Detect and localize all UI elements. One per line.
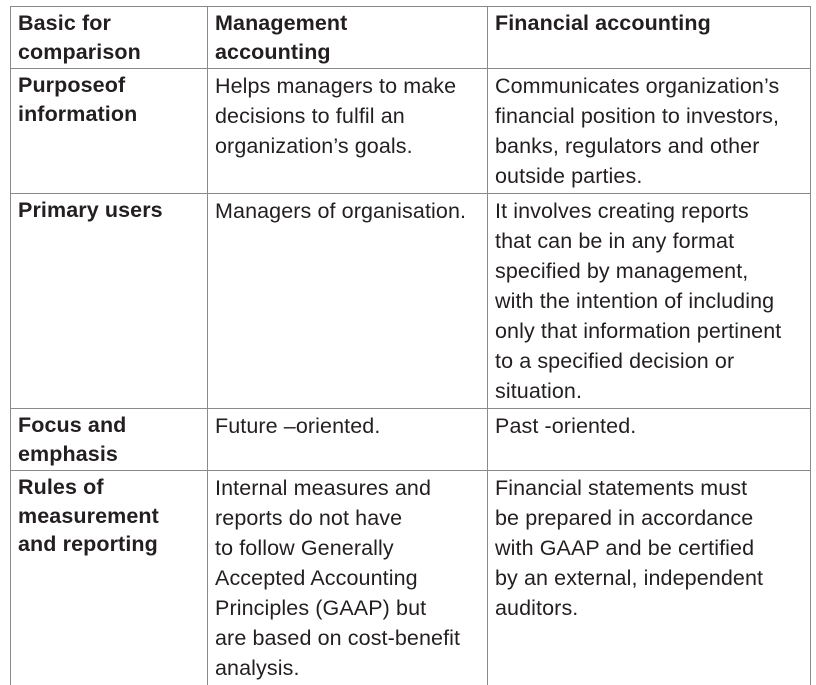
row-label-line: Purposeof [18, 71, 201, 100]
financial-cell [488, 409, 811, 471]
cell-line: situation. [495, 376, 804, 406]
cell-line: organization’s goals. [215, 131, 481, 161]
cell-line: that can be in any format [495, 226, 804, 256]
cell-line: be prepared in accordance [495, 503, 804, 533]
row-label-line: measurement [18, 502, 201, 531]
row-label [11, 409, 208, 471]
row-label-line: information [18, 100, 201, 129]
financial-cell [488, 69, 811, 194]
management-cell [208, 409, 488, 471]
row-label [11, 471, 208, 685]
cell-line: It involves creating reports [495, 196, 804, 226]
header-financial [488, 7, 811, 69]
table-row-focus [11, 409, 811, 471]
row-label [11, 194, 208, 409]
management-cell [208, 194, 488, 409]
header-row [11, 7, 811, 69]
header-basis-line: comparison [18, 38, 201, 67]
row-label-line: Rules of [18, 473, 201, 502]
cell-line: decisions to fulfil an [215, 101, 481, 131]
table-row-primary-users [11, 194, 811, 409]
cell-line: financial position to investors, [495, 101, 804, 131]
financial-cell [488, 194, 811, 409]
management-cell [208, 69, 488, 194]
header-management-line: Management [215, 9, 481, 38]
cell-line: reports do not have [215, 503, 481, 533]
cell-line: banks, regulators and other [495, 131, 804, 161]
header-management [208, 7, 488, 69]
cell-line: specified by management, [495, 256, 804, 286]
cell-line: are based on cost-benefit [215, 623, 481, 653]
cell-line: by an external, independent [495, 563, 804, 593]
row-label-line: Primary users [18, 196, 201, 225]
cell-line: Financial statements must [495, 473, 804, 503]
cell-line: to a specified decision or [495, 346, 804, 376]
management-cell [208, 471, 488, 685]
cell-line: with GAAP and be certified [495, 533, 804, 563]
cell-line: with the intention of including [495, 286, 804, 316]
row-label-line: and reporting [18, 530, 201, 559]
table-row-rules [11, 471, 811, 685]
cell-line: to follow Generally [215, 533, 481, 563]
comparison-table [10, 6, 811, 685]
cell-line: Future –oriented. [215, 411, 481, 441]
cell-line: outside parties. [495, 161, 804, 191]
cell-line: analysis. [215, 653, 481, 683]
row-label-line: Focus and [18, 411, 201, 440]
table-row-purpose [11, 69, 811, 194]
row-label [11, 69, 208, 194]
cell-line: Principles (GAAP) but [215, 593, 481, 623]
cell-line: Communicates organization’s [495, 71, 804, 101]
cell-line: auditors. [495, 593, 804, 623]
cell-line: Internal measures and [215, 473, 481, 503]
header-management-line: accounting [215, 38, 481, 67]
cell-line: only that information pertinent [495, 316, 804, 346]
cell-line: Managers of organisation. [215, 196, 481, 226]
header-basis-line: Basic for [18, 9, 201, 38]
financial-cell [488, 471, 811, 685]
header-financial-line: Financial accounting [495, 9, 804, 38]
header-basis [11, 7, 208, 69]
row-label-line: emphasis [18, 440, 201, 469]
cell-line: Accepted Accounting [215, 563, 481, 593]
cell-line: Helps managers to make [215, 71, 481, 101]
cell-line: Past -oriented. [495, 411, 804, 441]
